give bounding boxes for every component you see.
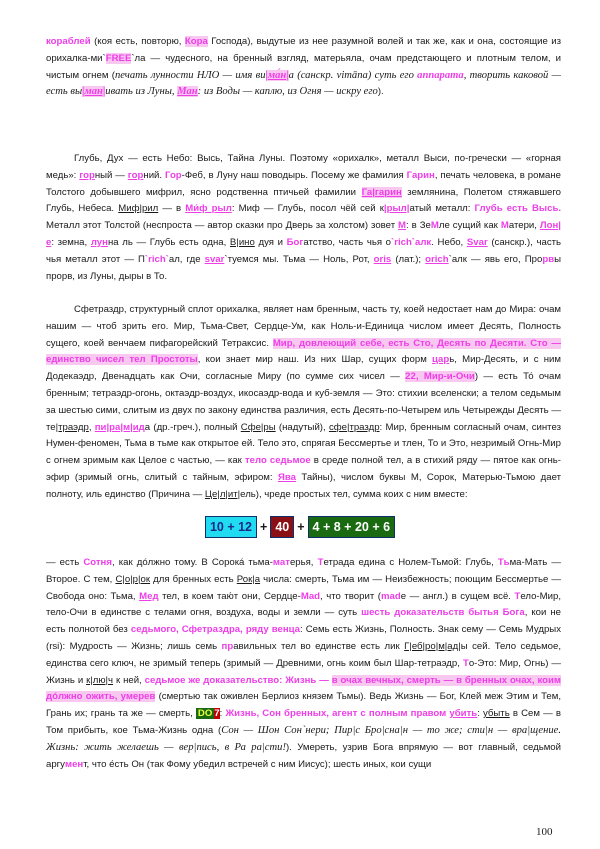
paragraph-1 <box>46 34 561 101</box>
text-run: ). Умереть, узрив Бога впрямую — вот главный, седьмой аргу <box>46 741 561 770</box>
text-run: ы сей. Тело седьмое, единства сего ключ, не зримый теперь (зримый — Древними, огнь коим был Шар-тетраэдр, <box>46 640 561 669</box>
text-run: (санскр.), часть чья металл этот — П <box>46 236 562 265</box>
text-run: `алк — явь его, Про <box>448 253 543 265</box>
text-run: |траэдр <box>55 421 89 433</box>
text-run: , <box>88 421 95 433</box>
text-run: пр <box>221 640 234 652</box>
text-run: к|лю|ч <box>86 674 114 686</box>
text-run: Мир, довлеющий себе, есть Сто, Десять по Десяти. Сто — единство чисел тел Простоты <box>46 337 562 366</box>
text-run: атери, <box>508 220 540 232</box>
text-run: седьмого, Сфетраздра, ряду венца <box>130 624 301 636</box>
text-run: к ней, <box>113 674 145 686</box>
text-run: Т <box>317 557 324 568</box>
text-run: M <box>430 220 439 232</box>
text-run: ал, где <box>168 253 205 265</box>
text-run: дуя и <box>254 236 287 248</box>
paragraph-3 <box>46 302 561 504</box>
text-run: шесть доказательств бытья Бога <box>361 607 525 619</box>
text-run: Кора <box>184 36 208 47</box>
text-run: Рок|а <box>236 573 261 585</box>
text-run: мен <box>64 758 84 770</box>
text-run: oris <box>373 253 392 265</box>
text-run: , кои знает мир наш. Из них Шар, сущих форм <box>197 354 433 366</box>
text-run: Т <box>462 657 469 669</box>
text-run: В|ино <box>229 236 255 248</box>
text-run: ле сущий как <box>438 220 501 232</box>
text-run: ) — есть То́ очам бренным; тетраэдр-огонь, октаэдр-воздух, икосаэдр-вода и куб-земля — Это: стихии вселенски; а телом седьмым за шестью сими, слитым из двух по закону единства различия, есть Десять-по-Четырем иль Четырежды Десять — те <box>46 371 561 433</box>
text-run: пи|ра|м|ид <box>94 421 145 433</box>
formula-plus-1: + <box>260 520 268 534</box>
text-run: в очах вечных, смерть — в бренных очах, коим дóлжно ожить, умерев <box>46 674 561 703</box>
page-number: 100 <box>536 826 553 838</box>
text-run: Тайны), числом буквы М, Сорок, Матерью-Тьмою дает полноту, иль единство (Причина — <box>46 471 561 500</box>
text-run: `rich`алк <box>391 236 432 248</box>
text-run: M <box>398 220 407 232</box>
text-run: Svar <box>466 236 488 248</box>
text-run: , творить каковой — есть вы <box>46 69 562 98</box>
formula-plus-2: + <box>297 520 305 534</box>
text-run: в Сем — в Том прибыть, кое Тьма-Жизнь одна ( <box>46 708 561 736</box>
text-run: orich <box>425 253 449 265</box>
text-run: Ман <box>177 86 198 98</box>
text-run: : в Зе <box>406 220 431 232</box>
text-run: : из Воды — каплю, из Огня — искру его <box>197 86 378 98</box>
formula-box-sum-a: 10 + 12 <box>205 516 257 538</box>
text-run: DO <box>197 708 213 720</box>
text-run: mad <box>380 590 401 602</box>
paragraph-4 <box>46 555 561 773</box>
text-run: Глубь, Дух — есть Небо: Высь, Тайна Луны. Поэтому «орихалк», металл Выси, по-гречески — «горная медь»: <box>46 153 561 181</box>
text-run: землянина, Полетом стяжавшего Глубь, Небеса. <box>46 186 562 215</box>
text-run: Mad <box>300 590 321 602</box>
text-run: |ма́н| <box>265 69 289 81</box>
text-run: (лат.); <box>391 253 426 265</box>
text-run: (коя есть, повторю, <box>90 36 185 47</box>
text-run: Mи́ф рыл <box>185 203 232 215</box>
text-run: |ман| <box>82 86 106 98</box>
text-run: (смертью так оживлен Берлиоз князем Тьмы). Ведь Жизнь — Бог, Клей меж Этим и Тем, Грань их; грань та же — смерть, <box>46 691 561 720</box>
text-run: , печать человека, в романе Толстого добывшего мифрил, ясно родственна птичьей фамилии <box>46 169 561 198</box>
text-run: ело-Мир, тело-Очи в единстве с телами огня, воздуха, воды и земли — суть <box>46 590 561 619</box>
text-run: , что творит ( <box>320 590 381 602</box>
text-run: |рыл| <box>383 203 410 215</box>
text-run: : Семь есть Жизнь, Полность. Знак сему — Семь Мудрых (rsi): Мудрость — Жизнь; лишь семь <box>46 624 561 652</box>
text-run: ь, Мир-Десять, и с ним Додекаэдр, Двенадцать как Очи, согласные Миру (по сумме сих чисел — <box>46 354 561 383</box>
text-run: : земна, <box>51 236 91 248</box>
text-run: Ява <box>277 471 296 483</box>
text-run: : Миф — Глубь, посол чёй сей к <box>231 203 384 215</box>
text-run: етрада едина с Нолем-Тьмой: Глубь, <box>323 557 498 568</box>
text-run: тел, в коем таю́т они, Сердце- <box>158 590 301 602</box>
text-run: (надутый), <box>275 421 329 433</box>
text-run: svar <box>204 253 225 265</box>
text-run: цар <box>432 354 450 366</box>
text-run: Глубь есть Высь. <box>474 203 562 215</box>
text-run: Це|л|ит| <box>204 488 241 500</box>
text-run: ивать из Луны, <box>105 86 178 98</box>
text-run: ы прорв, из Луны, дыры в То. <box>46 253 561 282</box>
text-run: `туемся мы. Тьма — Ноль, Рот, <box>224 253 374 265</box>
text-run: ). <box>377 86 384 98</box>
text-run: 7 <box>214 708 220 720</box>
text-run: ерья, <box>289 557 318 568</box>
text-run: кораблей <box>46 36 91 47</box>
text-run: гор <box>79 169 95 181</box>
text-run: FREE <box>105 52 132 64</box>
text-run: Миф|рил <box>118 203 159 215</box>
text-run: С|о|р|ок <box>115 573 151 585</box>
text-run: аппарата <box>417 69 464 81</box>
text-run: Га|гарин <box>361 186 402 198</box>
text-run: Гарин <box>406 169 435 181</box>
text-run: ний. <box>143 169 165 181</box>
formula-box-forty: 40 <box>270 516 294 538</box>
text-run: : <box>477 708 484 720</box>
text-run: Г|еб|ро|м|ад| <box>404 640 461 652</box>
text-run: Сон — Шон Сон`нери; Пир|с Бро|сна|н — то же; сти|н — вра|щение. Жизнь: жить желаешь — вер|пись, в Ра ра|сти! <box>46 724 561 753</box>
text-run: Мед <box>139 590 159 602</box>
text-run: атый металл: <box>409 203 475 215</box>
text-run: ный — <box>94 169 128 181</box>
formula-box-sum-c: 4 + 8 + 20 + 6 <box>308 516 396 538</box>
text-run: седьмое же доказательство: Жизнь — <box>144 674 332 686</box>
text-run: : <box>219 708 226 720</box>
text-run: ма-Мать — Второе. С тем, <box>46 557 561 585</box>
text-run: М <box>500 220 509 232</box>
text-run: для бренных есть <box>150 573 237 585</box>
text-run: т, что е́сть Он (так Фому убедил встречей с ним Иисус); шесть иных, кои сущи <box>83 758 432 770</box>
text-run: авильных тел во единстве есть лик <box>233 640 405 652</box>
text-run: , кои не есть полнотой без <box>46 607 561 636</box>
text-run: 22, Мир-и-Очи <box>405 371 475 383</box>
text-run: : Мир, бренным согласный очам, синтез Нумен-феномен, Тьма в тьме как открытое ей. Тело это, спрягая Бессмертье и тлен, То и Это, незримый Огнь-Мир с огнем зримым как Целое с частью, — как <box>46 421 561 467</box>
text-run: `ла — чудесного, на бренный взгляд, матерьяла, очам предстающего и плотным телом, и чистым огнем ( <box>46 52 561 81</box>
text-run: а (санскр. vimāna) суть его <box>288 69 418 81</box>
text-run: Т <box>514 590 521 602</box>
text-run: печать лунности НЛО — имя ви <box>114 69 266 81</box>
text-run: сфе|траздр <box>328 421 380 433</box>
text-run: Господа), выдутые из нее разумной волей и так же, как и она, состоящие из орихалка-ми` <box>46 36 561 64</box>
text-run: Металл этот Толстой (неспроста — автор сказки про Дверь за холстом) зовет <box>46 220 399 232</box>
text-run: Сфетраздр, структурный сплот орихалка, являет нам бренным, часть ту, коей недостает нам до Мира: очам нашим — чтоб зрить его. Мир, Тьма-Свет, Сердце-Ум, как Ноль-и-Единица числом имеет Десять, Полность сущего, коей венчаем пифагорейский Тетраксис. <box>46 304 561 349</box>
text-run: `rich` <box>144 253 169 265</box>
text-run: убить <box>449 708 478 720</box>
text-run: Лон|е <box>46 220 561 248</box>
text-run: Гор <box>164 169 182 181</box>
text-run: в среде полной тел, а в стихий ряду — пятое как огнь-эфир (зримый огнь, слитый с тайным, эфиром: <box>46 455 561 483</box>
text-run: . Небо, <box>431 236 467 248</box>
text-run: , как дóлжно тому. В Сорокá тьма- <box>111 557 273 568</box>
text-run: Сфе|ры <box>240 421 276 433</box>
text-run: Жизнь, Сон бренных, агент с полным правом <box>225 708 450 720</box>
text-run: мат <box>272 557 290 568</box>
text-run: лун <box>90 236 108 248</box>
text-run: — в <box>158 203 186 215</box>
text-run: о-Это: Мир, Огнь) — Жизнь и <box>46 657 562 686</box>
text-run: рв <box>542 253 555 265</box>
text-run: тело седьмое <box>244 455 311 467</box>
number-formula <box>0 516 600 538</box>
text-run: ель), чреде простых тел, сумма коих с ним вместе: <box>240 488 468 500</box>
text-run: на ль — Глубь есть одна, <box>107 236 230 248</box>
text-run: Бог <box>286 236 304 248</box>
text-run: Ть <box>497 557 510 568</box>
text-run: e — англ.) в сущем всё. <box>400 590 515 602</box>
text-run: убыть <box>483 708 510 720</box>
text-run: числа: смерть, Тьма им — Неизбежность; поющим Бессмертье — Свобода оно: Тьма, <box>46 573 562 602</box>
text-run: атство, часть чья о <box>303 236 392 248</box>
paragraph-2 <box>46 151 561 285</box>
text-run: а (др.-греч.), полный <box>144 421 241 433</box>
text-run: — есть <box>46 557 84 568</box>
text-run: Сотня <box>83 557 112 568</box>
text-run: гор <box>127 169 144 181</box>
text-run: -Феб, в Луну наш поводырь. Посему же фамилия <box>181 169 407 181</box>
